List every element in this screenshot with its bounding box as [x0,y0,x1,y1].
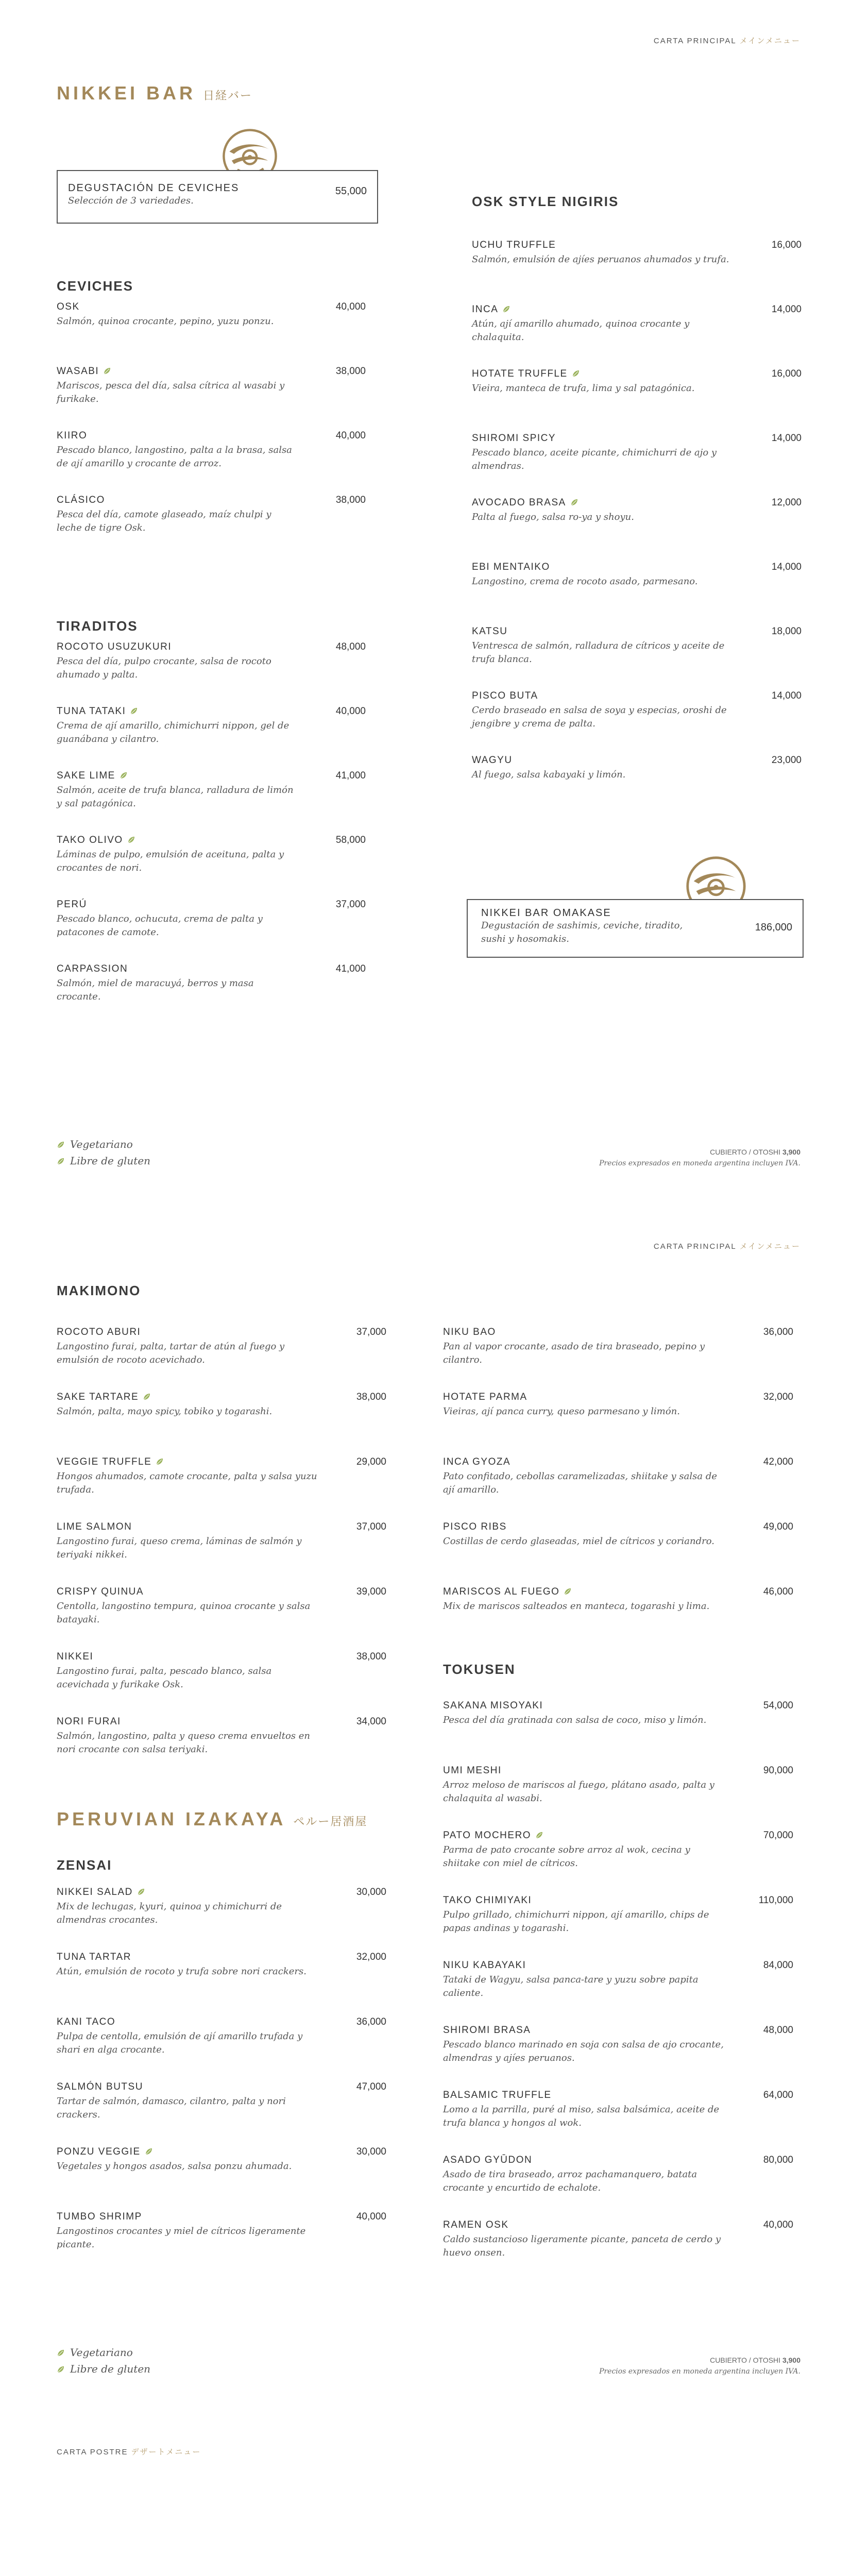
leaf-icon [143,1393,151,1401]
menu-item-name: SALMÓN BUTSU [57,2081,143,2092]
menu-item-desc: Vieiras, ají panca curry, queso parmesano y limón. [443,1406,680,1417]
menu-item [472,690,802,731]
menu-item [443,1830,793,1870]
legend: Vegetariano Libre de gluten [57,2344,150,2377]
menu-item-name: SAKANA MISOYAKI [443,1700,543,1711]
menu-item-name: TUNA TATAKI [57,706,366,717]
menu-item-desc: Pesca del día, camote glaseado, maíz chulpi y leche de tigre Osk. [57,509,271,533]
degustacion-box [57,170,378,224]
menu-item-desc: Tartar de salmón, damasco, cilantro, palta y nori crackers. [57,2096,286,2120]
menu-item-price: 29,000 [356,1456,386,1467]
menu-item-price: 90,000 [763,1765,793,1776]
menu-item-name: VEGGIE TRUFFLE [57,1456,386,1468]
menu-item-name: ROCOTO USUZUKURI [57,641,172,652]
menu-item-price: 36,000 [763,1327,793,1337]
menu-item-price: 16,000 [771,368,802,379]
menu-item-name: INCA [472,304,802,315]
menu-item-name: NIKU BAO [443,1327,496,1337]
menu-item-price: 64,000 [763,2090,793,2100]
menu-item [443,2090,793,2130]
menu-item-desc: Salmón, emulsión de ajíes peruanos ahumados y trufa. [472,254,729,265]
menu-item-name: PERÚ [57,899,87,910]
menu-item-desc: Caldo sustancioso ligeramente picante, panceta de cerdo y huevo onsen. [443,2234,721,2258]
menu-item [57,2081,386,2122]
menu-item-price: 14,000 [771,433,802,444]
menu-item-price: 41,000 [335,770,366,781]
menu-item-desc: Asado de tira braseado, arroz pachamanquero, batata crocante y encurtido de echalote. [443,2169,697,2193]
menu-item-name: OSK [57,301,80,312]
menu-item [57,1887,386,1927]
menu-item-price: 40,000 [356,2211,386,2222]
menu-item-price: 47,000 [356,2081,386,2092]
menu-item-name: KANI TACO [57,2016,116,2027]
menu-item [472,304,802,344]
menu-item [443,2025,793,2065]
menu-item-name: CARPASSION [57,963,128,974]
menu-item-price: 30,000 [356,1887,386,1897]
menu-item-price: 12,000 [771,497,802,508]
menu-item-desc: Pescado blanco, langostino, palta a la brasa, salsa de ají amarillo y crocante de arroz. [57,445,292,469]
menu-item-price: 40,000 [335,301,366,312]
menu-item [472,433,802,473]
makimono-heading: MAKIMONO [57,1283,141,1298]
menu-item-name: SHIROMI BRASA [443,2025,531,2036]
menu-item-price: 32,000 [763,1392,793,1402]
menu-item-name: SAKE LIME [57,770,366,782]
menu-item-desc: Al fuego, salsa kabayaki y limón. [472,769,626,780]
leaf-icon [127,836,135,844]
menu-item-price: 40,000 [763,2219,793,2230]
menu-item-name: NORI FURAI [57,1716,121,1727]
menu-item [472,497,802,524]
menu-item-name: TUNA TARTAR [57,1952,131,1962]
legend: Vegetariano Libre de gluten [57,1136,150,1169]
menu-item-desc: Salmón, aceite de trufa blanca, ralladura de limón y sal patagónica. [57,785,294,809]
menu-item-desc: Pescado blanco, ochucuta, crema de palta y patacones de camote. [57,913,263,938]
menu-item-price: 38,000 [356,1651,386,1662]
menu-item-desc: Centolla, langostino tempura, quinoa crocante y salsa batayaki. [57,1601,311,1625]
menu-item-desc: Pescado blanco, aceite picante, chimichurri de ajo y almendras. [472,447,717,471]
menu-item-price: 38,000 [335,366,366,377]
menu-item-desc: Langostino furai, queso crema, láminas de salmón y teriyaki nikkei. [57,1536,302,1560]
menu-item-desc: Palta al fuego, salsa ro-ya y shoyu. [472,512,634,522]
menu-item-name: WASABI [57,366,366,377]
menu-item-price: 40,000 [335,706,366,717]
leaf-icon [570,498,578,506]
menu-item-desc: Pesca del día gratinada con salsa de coco, miso y limón. [443,1715,707,1725]
menu-item-name: ASADO GYŪDON [443,2155,533,2165]
nigiris-heading: OSK STYLE NIGIRIS [472,194,619,209]
leaf-icon [130,707,138,715]
leaf-icon [502,305,510,313]
menu-item [472,240,802,266]
menu-item [57,835,366,875]
menu-item-desc: Salmón, langostino, palta y queso crema envueltos en nori crocante con salsa teriyaki. [57,1731,311,1755]
menu-item-price: 39,000 [356,1586,386,1597]
menu-item-price: 34,000 [356,1716,386,1727]
menu-item [443,1960,793,2000]
menu-item-price: 80,000 [763,2155,793,2165]
menu-item-price: 41,000 [335,963,366,974]
gluten-free-leaf-icon [57,1157,65,1165]
menu-item-name: AVOCADO BRASA [472,497,802,509]
menu-item-name: PONZU VEGGIE [57,2146,386,2158]
tokusen-heading: TOKUSEN [443,1662,516,1677]
omakase-name: NIKKEI BAR OMAKASE [481,907,611,919]
menu-item-price: 14,000 [771,562,802,572]
menu-item [443,1456,793,1497]
menu-item-desc: Cerdo braseado en salsa de soya y especias, oroshi de jengibre y crema de palta. [472,705,727,729]
menu-item [57,2211,386,2251]
brand-title: NIKKEI BAR 日経バー [57,82,253,104]
menu-item-name: PATO MOCHERO [443,1830,793,1841]
menu-item-price: 48,000 [335,641,366,652]
menu-item-name: INCA GYOZA [443,1456,511,1467]
menu-item [443,2155,793,2195]
menu-item-price: 49,000 [763,1521,793,1532]
menu-item-name: TUMBO SHRIMP [57,2211,142,2222]
menu-item-price: 37,000 [356,1521,386,1532]
menu-item-desc: Langostinos crocantes y miel de cítricos ligeramente picante. [57,2226,306,2250]
menu-item-desc: Vegetales y hongos asados, salsa ponzu ahumada. [57,2161,292,2172]
page-section-label: CARTA PRINCIPAL メインメニュー [653,37,800,45]
menu-item [443,1327,793,1367]
menu-item [57,770,366,810]
menu-item-price: 54,000 [763,1700,793,1711]
menu-item-name: NIKU KABAYAKI [443,1960,526,1971]
menu-item [57,1327,386,1367]
menu-item [57,899,366,939]
menu-item-desc: Pesca del día, pulpo crocante, salsa de rocoto ahumado y palta. [57,656,271,680]
degustacion-desc: Selección de 3 variedades. [68,195,194,206]
menu-item-name: HOTATE TRUFFLE [472,368,802,380]
menu-item-price: 84,000 [763,1960,793,1971]
leaf-icon [535,1831,543,1839]
menu-item [443,1521,793,1548]
menu-item-name: NIKKEI SALAD [57,1887,386,1898]
menu-item-desc: Mix de lechugas, kyuri, quinoa y chimichurri de almendras crocantes. [57,1901,282,1925]
menu-item [443,1586,793,1613]
footer: CUBIERTO / OTOSHI 3,900 Precios expresados en moneda argentina incluyen IVA. [599,2356,800,2376]
menu-item-desc: Ventresca de salmón, ralladura de cítricos y aceite de trufa blanca. [472,640,725,665]
menu-item-desc: Salmón, quinoa crocante, pepino, yuzu ponzu. [57,316,274,327]
izakaya-brand-title: PERUVIAN IZAKAYA ペルー居酒屋 [57,1808,368,1829]
menu-item-name: RAMEN OSK [443,2219,509,2230]
menu-item [443,1895,793,1935]
menu-item-desc: Lomo a la parrilla, puré al miso, salsa balsámica, aceite de trufa blanca y hongos al wok. [443,2104,720,2128]
menu-item-price: 37,000 [356,1327,386,1337]
menu-item-name: MARISCOS AL FUEGO [443,1586,793,1598]
menu-item-price: 16,000 [771,240,802,250]
menu-item-name: NIKKEI [57,1651,94,1662]
menu-item-name: KATSU [472,626,508,637]
leaf-icon [120,771,128,779]
menu-item-name: CLÁSICO [57,495,105,505]
menu-item [443,2219,793,2260]
menu-item-desc: Vieira, manteca de trufa, lima y sal patagónica. [472,383,695,394]
menu-item-name: PISCO RIBS [443,1521,507,1532]
menu-item [57,1521,386,1562]
menu-item-price: 14,000 [771,690,802,701]
omakase-desc: Degustación de sashimis, ceviche, tiradito, sushi y hosomakis. [481,920,683,944]
vegetarian-leaf-icon [57,1141,65,1149]
zensai-heading: ZENSAI [57,1857,112,1873]
vegetarian-leaf-icon [57,2349,65,2357]
menu-item [57,1586,386,1626]
menu-item [57,1456,386,1497]
menu-item-price: 70,000 [763,1830,793,1841]
menu-item-desc: Atún, ají amarillo ahumado, quinoa crocante y chalaquita. [472,318,690,343]
menu-item-desc: Láminas de pulpo, emulsión de aceituna, palta y crocantes de nori. [57,849,284,873]
menu-item [472,368,802,395]
gluten-free-leaf-icon [57,2365,65,2374]
menu-item-price: 48,000 [763,2025,793,2036]
ceviches-heading: CEVICHES [57,278,133,294]
menu-item [57,2016,386,2057]
omakase-price: 186,000 [755,922,792,933]
page-section-label: CARTA POSTRE デザートメニュー [57,2448,201,2456]
menu-item [57,495,366,535]
menu-item-price: 38,000 [335,495,366,505]
menu-item-desc: Langostino, crema de rocoto asado, parmesano. [472,576,698,587]
menu-item-desc: Pan al vapor crocante, asado de tira braseado, pepino y cilantro. [443,1341,705,1365]
menu-item [472,562,802,588]
menu-item-price: 18,000 [771,626,802,637]
tiraditos-heading: TIRADITOS [57,618,138,634]
menu-page-1 [0,0,852,1206]
footer: CUBIERTO / OTOSHI 3,900 Precios expresados en moneda argentina incluyen IVA. [599,1148,800,1167]
menu-item-name: CRISPY QUINUA [57,1586,144,1597]
menu-item-name: SAKE TARTARE [57,1392,386,1403]
menu-item-price: 42,000 [763,1456,793,1467]
menu-item-desc: Salmón, miel de maracuyá, berros y masa crocante. [57,978,254,1002]
menu-item-name: HOTATE PARMA [443,1392,527,1402]
leaf-icon [103,367,111,375]
menu-item-price: 40,000 [335,430,366,441]
menu-item-desc: Salmón, palta, mayo spicy, tobiko y togarashi. [57,1406,272,1417]
menu-item [472,755,802,782]
leaf-icon [572,369,580,378]
menu-item-name: UCHU TRUFFLE [472,240,556,250]
menu-item [472,626,802,666]
degustacion-name: DEGUSTACIÓN DE CEVICHES [68,182,240,194]
leaf-icon [156,1458,164,1466]
menu-item-desc: Pescado blanco marinado en soja con salsa de ajo crocante, almendras y ajíes peruanos. [443,2039,724,2063]
menu-item [57,641,366,682]
menu-item-price: 36,000 [356,2016,386,2027]
menu-item-desc: Pulpo grillado, chimichurri nippon, ají amarillo, chips de papas andinas y togarashi. [443,1909,709,1934]
menu-item-name: PISCO BUTA [472,690,538,701]
menu-item-name: TAKO CHIMIYAKI [443,1895,532,1906]
menu-item-name: TAKO OLIVO [57,835,366,846]
leaf-icon [564,1587,572,1596]
menu-item [443,1765,793,1805]
menu-item-desc: Langostino furai, palta, tartar de atún al fuego y emulsión de rocoto acevichado. [57,1341,285,1365]
menu-item-name: UMI MESHI [443,1765,502,1776]
menu-item-price: 30,000 [356,2146,386,2157]
menu-item-price: 46,000 [763,1586,793,1597]
menu-item-desc: Langostino furai, palta, pescado blanco, salsa acevichada y furikake Osk. [57,1666,272,1690]
menu-item-price: 37,000 [335,899,366,910]
dessert-page [0,2411,852,2576]
menu-item-desc: Hongos ahumados, camote crocante, palta y salsa yuzu trufada. [57,1471,317,1495]
menu-item-desc: Atún, emulsión de rocoto y trufa sobre nori crackers. [57,1966,306,1977]
menu-item-desc: Pulpa de centolla, emulsión de ají amarillo trufada y shari en alga crocante. [57,2031,303,2055]
menu-item-desc: Mariscos, pesca del día, salsa cítrica al wasabi y furikake. [57,380,285,404]
menu-item-name: WAGYU [472,755,513,766]
menu-item-desc: Parma de pato crocante sobre arroz al wok, cecina y shiitake con miel de cítricos. [443,1844,690,1869]
menu-item [57,301,366,328]
menu-item [57,963,366,1004]
menu-item-desc: Tataki de Wagyu, salsa panca-tare y yuzu sobre papita caliente. [443,1974,698,1998]
page-section-label: CARTA PRINCIPAL メインメニュー [653,1242,800,1251]
menu-item [57,366,366,406]
menu-item-desc: Costillas de cerdo glaseadas, miel de cítricos y coriandro. [443,1536,714,1547]
menu-item-name: ROCOTO ABURI [57,1327,141,1337]
menu-item [57,1716,386,1756]
menu-item-price: 58,000 [335,835,366,845]
menu-item-name: EBI MENTAIKO [472,562,550,572]
menu-item-name: BALSAMIC TRUFFLE [443,2090,552,2100]
menu-item-price: 38,000 [356,1392,386,1402]
menu-item [443,1700,793,1727]
menu-item-price: 110,000 [758,1895,793,1906]
menu-item-desc: Pato confitado, cebollas caramelizadas, shiitake y salsa de ají amarillo. [443,1471,718,1495]
omakase-box [467,899,804,958]
leaf-icon [137,1888,145,1896]
menu-item-name: KIIRO [57,430,88,441]
menu-item [57,430,366,470]
menu-item-name: LIME SALMON [57,1521,132,1532]
menu-item-desc: Mix de mariscos salteados en manteca, togarashi y lima. [443,1601,710,1612]
leaf-icon [145,2147,153,2156]
menu-item-price: 32,000 [356,1952,386,1962]
menu-item-name: SHIROMI SPICY [472,433,556,444]
menu-item [57,706,366,746]
menu-item-desc: Crema de ají amarillo, chimichurri nippon, gel de guanábana y cilantro. [57,720,289,744]
menu-item-desc: Arroz meloso de mariscos al fuego, plátano asado, palta y chalaquita al wasabi. [443,1780,714,1804]
menu-item-price: 23,000 [771,755,802,766]
menu-item [57,1392,386,1418]
degustacion-price: 55,000 [335,185,367,197]
menu-item [57,1952,386,1978]
menu-item [57,2146,386,2173]
menu-item-price: 14,000 [771,304,802,315]
menu-page-2 [0,1206,852,2411]
menu-item [57,1651,386,1691]
menu-item [443,1392,793,1418]
